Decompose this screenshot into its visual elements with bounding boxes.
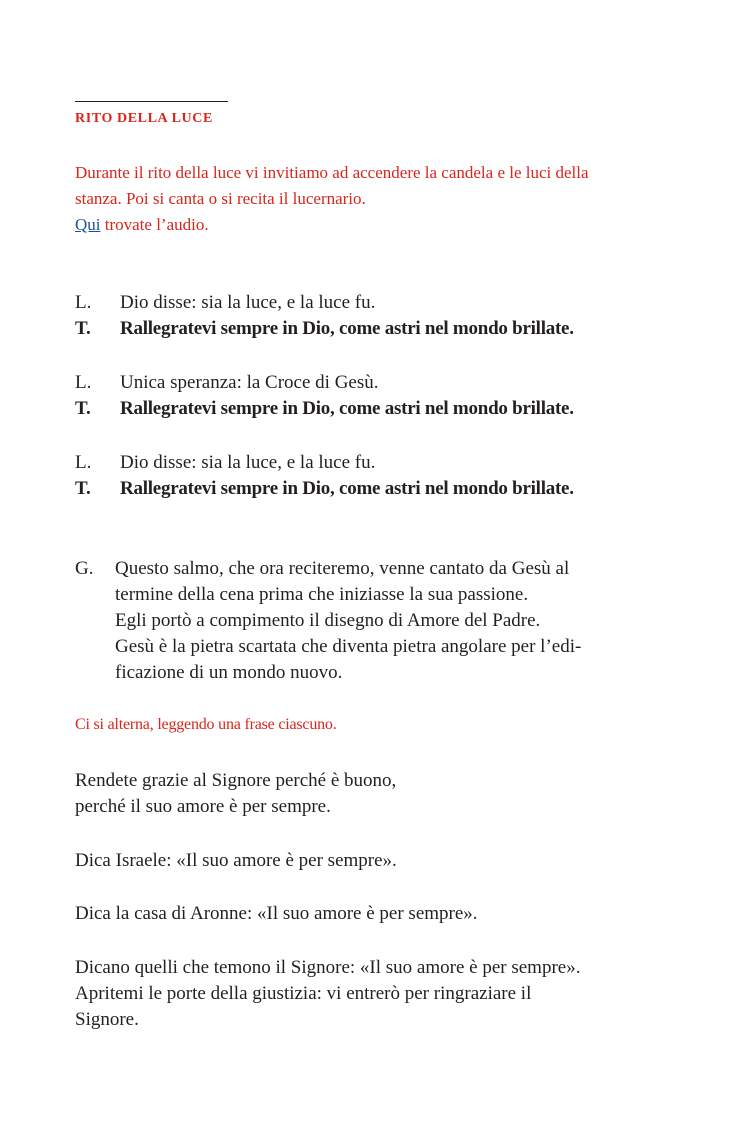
response-block	[75, 370, 663, 422]
guide-paragraph	[75, 556, 663, 686]
guide-line: ficazione di un mondo nuovo.	[115, 662, 343, 683]
guide-line: termine della cena prima che iniziasse la sua passione.	[115, 584, 529, 605]
psalm-stanza	[75, 848, 663, 874]
psalm-stanza	[75, 955, 663, 1033]
guide-text	[115, 556, 663, 686]
leader-label: L.	[75, 292, 92, 313]
section-rule	[75, 101, 228, 102]
psalm-stanza	[75, 768, 663, 820]
guide-label: G.	[75, 558, 94, 579]
all-label: T.	[75, 318, 91, 339]
all-label: T.	[75, 398, 91, 419]
leader-label: L.	[75, 452, 92, 473]
guide-line: Questo salmo, che ora reciteremo, venne cantato da Gesù al	[115, 558, 570, 579]
psalm-stanza	[75, 901, 663, 927]
all-line	[75, 476, 663, 502]
section-title: RITO DELLA LUCE	[75, 111, 213, 126]
leader-line	[75, 450, 663, 476]
leader-text: Unica speranza: la Croce di Gesù.	[120, 372, 379, 393]
all-text: Rallegratevi sempre in Dio, come astri nel mondo brillate.	[120, 318, 574, 339]
psalm-line: Dica la casa di Aronne: «Il suo amore è per sempre».	[75, 903, 478, 924]
psalm-line: perché il suo amore è per sempre.	[75, 796, 331, 817]
document-page	[75, 0, 663, 1134]
audio-link[interactable]: Qui	[75, 215, 101, 234]
guide-line: Egli portò a compimento il disegno di Amore del Padre.	[115, 610, 541, 631]
audio-line-text: trovate l’audio.	[100, 215, 209, 234]
psalm-line: Signore.	[75, 1009, 139, 1030]
intro-instructions	[75, 160, 663, 238]
leader-text: Dio disse: sia la luce, e la luce fu.	[120, 452, 376, 473]
response-block	[75, 290, 663, 342]
leader-label: L.	[75, 372, 92, 393]
leader-text: Dio disse: sia la luce, e la luce fu.	[120, 292, 376, 313]
all-line	[75, 396, 663, 422]
psalm-line: Apritemi le porte della giustizia: vi entrerò per ringraziare il	[75, 983, 532, 1004]
psalm-line: Dica Israele: «Il suo amore è per sempre».	[75, 850, 397, 871]
guide-line: Gesù è la pietra scartata che diventa pietra angolare per l’edi-	[115, 636, 582, 657]
all-label: T.	[75, 478, 91, 499]
psalm-line: Dicano quelli che temono il Signore: «Il suo amore è per sempre».	[75, 957, 581, 978]
all-text: Rallegratevi sempre in Dio, come astri nel mondo brillate.	[120, 478, 574, 499]
rubric-note: Ci si alterna, leggendo una frase ciascuno.	[75, 716, 337, 733]
leader-line	[75, 370, 663, 396]
leader-line	[75, 290, 663, 316]
intro-line: Durante il rito della luce vi invitiamo ad accendere la candela e le luci della	[75, 163, 589, 182]
intro-line: stanza. Poi si canta o si recita il lucernario.	[75, 189, 366, 208]
all-line	[75, 316, 663, 342]
response-block	[75, 450, 663, 502]
psalm-line: Rendete grazie al Signore perché è buono,	[75, 770, 397, 791]
audio-line	[75, 212, 663, 238]
all-text: Rallegratevi sempre in Dio, come astri nel mondo brillate.	[120, 398, 574, 419]
